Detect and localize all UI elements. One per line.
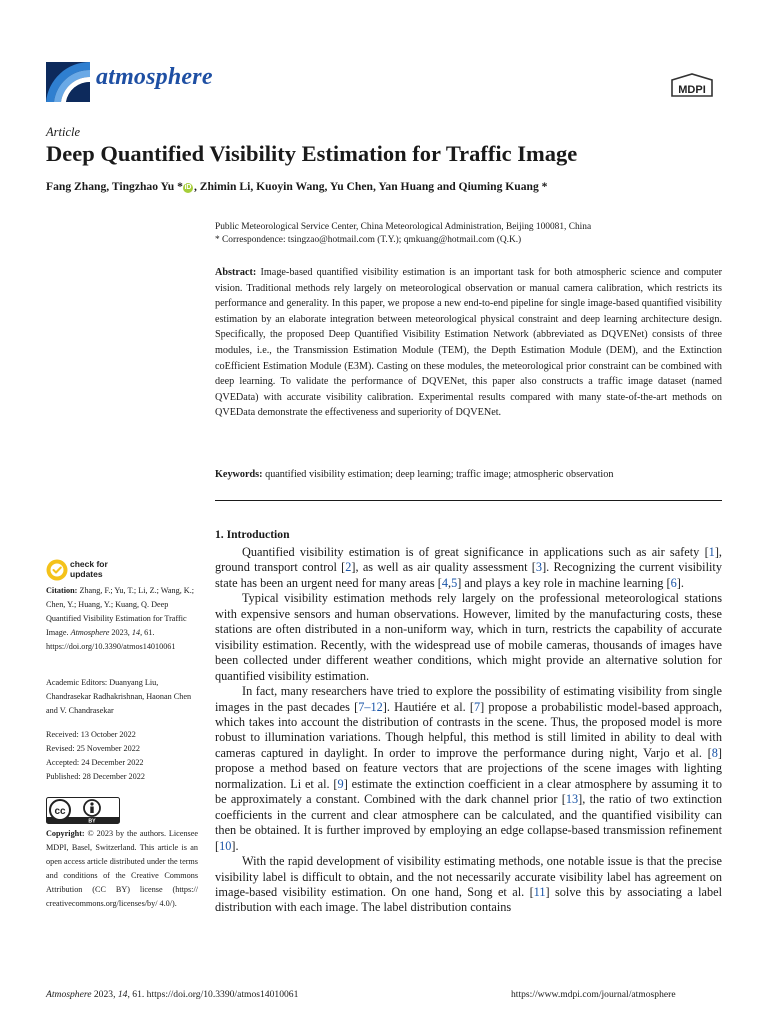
footer-volume: 14 — [117, 989, 128, 1000]
journal-logo-icon — [46, 62, 90, 102]
text-run: ], the ratio of two extinction coefficients in the current and clear atmosphere can be calculated, and the quantified visibility can then be obtained. It is further improved by employing an edge collapse-based transmission refinement [ — [215, 792, 722, 853]
citation-link[interactable]: 7 — [473, 699, 481, 714]
citation-link[interactable]: 5 — [451, 575, 458, 590]
copyright-notice — [46, 827, 198, 912]
text-run: ] solve this by associating a label distribution with each image. The label distribution contains — [215, 884, 722, 915]
check-for-updates-label — [70, 560, 108, 579]
abstract — [215, 265, 722, 421]
citation-link[interactable]: 4 — [441, 575, 448, 590]
text-run: , — [447, 575, 452, 590]
text-run: ] propose a method based on feature vectors that are projections of the scene images with lighting normalization. Li et al. [ — [215, 745, 722, 791]
affiliation: Public Meteorological Service Center, China Meteorological Administration, Beijing 100081, China — [215, 222, 592, 232]
academic-editors: Academic Editors: Duanyang Liu, Chandrasekar Radhakrishnan, Haonan Chen and V. Chandrasekar — [46, 678, 192, 716]
keywords — [215, 467, 722, 483]
footer-pages: , 61. https://doi.org/10.3390/atmos14010061 — [127, 989, 299, 1000]
text-run: Quantified visibility estimation is of great significance in applications such as air safety [ — [242, 545, 709, 559]
journal-name: atmosphere — [96, 64, 213, 90]
citation-link[interactable]: 3 — [535, 560, 543, 575]
citation-link[interactable]: 6 — [670, 575, 677, 590]
text-run: ] and plays a key role in machine learning [ — [457, 575, 671, 590]
text-run: ]. — [676, 575, 684, 590]
text-run: ], ground transport control [ — [215, 545, 722, 575]
citation-link[interactable]: 10 — [219, 838, 232, 853]
authors-rest: , Zhimin Li, Kuoyin Wang, Yu Chen, Yan Huang and Qiuming Kuang * — [193, 180, 548, 193]
keywords-text: quantified visibility estimation; deep learning; traffic image; atmospheric observation — [262, 469, 614, 480]
citation-link[interactable]: 9 — [337, 776, 344, 791]
cc-by-label: BY — [88, 818, 96, 824]
check-line-1: check for — [70, 559, 108, 569]
paragraph-1 — [215, 545, 722, 591]
footer-journal: Atmosphere — [46, 989, 92, 1000]
text-run: ]. Recognizing the current visibility state has been an urgent need for many areas [ — [215, 560, 722, 590]
date-received: Received: 13 October 2022 — [46, 730, 136, 739]
check-for-updates-icon — [46, 559, 68, 581]
citation-link[interactable]: 7–12 — [358, 699, 383, 714]
text-run: ]. Hautiére et al. [ — [382, 699, 474, 714]
citation-pages: , 61. — [140, 628, 155, 638]
citation-block — [46, 584, 198, 654]
keywords-label: Keywords: — [215, 469, 263, 480]
authors-first: Fang Zhang, Tingzhao Yu * — [46, 180, 183, 193]
check-for-updates-button[interactable] — [46, 558, 166, 582]
citation-journal: Atmosphere — [70, 628, 110, 638]
text-run: ]. — [231, 838, 239, 853]
abstract-label: Abstract: — [215, 267, 257, 278]
paragraph-4 — [215, 854, 722, 916]
citation-link[interactable]: 11 — [533, 884, 546, 899]
citation-text: Zhang, F.; Yu, T.; Li, Z.; Wang, K.; Chen, Y.; Huang, Y.; Kuang, Q. Deep Quantified Visibility Estimation for Traffic Image. — [46, 586, 195, 638]
footer-citation — [46, 989, 298, 1000]
citation-link[interactable]: 13 — [565, 792, 579, 807]
paragraph-3 — [215, 684, 722, 854]
mdpi-logo-text: MDPI — [678, 84, 706, 96]
text-run: ], as well as air quality assessment [ — [351, 560, 536, 575]
copyright-text: © 2023 by the authors. Licensee MDPI, Basel, Switzerland. This article is an open access article distributed under the terms and conditions of the Creative Commons Attribution (CC BY) license (https:// creativecommons.org/licenses/by/ 4.0/). — [46, 829, 198, 909]
check-line-2: updates — [70, 568, 103, 579]
svg-text:cc: cc — [54, 806, 66, 817]
mdpi-logo-icon[interactable] — [666, 72, 718, 98]
author-list — [46, 180, 726, 193]
article-title: Deep Quantified Visibility Estimation for Traffic Image — [46, 141, 578, 166]
footer-year: 2023, — [91, 989, 118, 1000]
correspondence: * Correspondence: tsingzao@hotmail.com (T.Y.); qmkuang@hotmail.com (Q.K.) — [215, 235, 522, 245]
text-run: In fact, many researchers have tried to explore the possibility of estimating visibility from single images in the past decades [ — [215, 684, 722, 714]
citation-link[interactable]: 2 — [345, 560, 352, 575]
cc-by-license-icon[interactable] — [46, 797, 120, 824]
text-run: ] propose a probabilistic model-based approach, which takes into account the distribution of contrasts in the scene. Thus, the proposed model is more robust to illumination variations. Though helpful, this method is still limited in ability to deal with cameras captured in daylight. In order to improve the performance during night, Varjo et al. [ — [215, 699, 723, 760]
date-revised: Revised: 25 November 2022 — [46, 744, 140, 754]
orcid-icon[interactable]: iD — [184, 184, 192, 191]
citation-label: Citation: — [46, 586, 78, 595]
citation-volume: 14 — [131, 628, 141, 638]
copyright-label: Copyright: — [46, 829, 85, 838]
paragraph-2: Typical visibility estimation methods rely largely on the professional meteorological stations with expensive sensors and human observations. However, limited by the manufacturing costs, these stations are often distributed in a non-uniform way, which in turn, restricts the capability of accurate visibility estimation. Recently, with the widespread use of mobile cameras, thousands of images have been collected under different weather conditions, which might provide an alternative solution for quantified visibility estimation. — [215, 591, 722, 683]
date-accepted: Accepted: 24 December 2022 — [46, 758, 144, 768]
abstract-text: Image-based quantified visibility estimation is an important task for both atmospheric science and computer vision. Traditional methods rely largely on meteorological observation or manual camera calibration, which restricts its performance and generality. In this paper, we propose a new end-to-end pipeline for single image-based quantified visibility estimation by an elaborate integration between meteorological physical constraint and deep learning architecture design. Specifically, the proposed Deep Quantified Visibility Estimation Network (abbreviated as DQVENet) consists of three modules, i.e., the Transmission Estimation Module (TEM), the Depth Estimation Module (DEM), and the Extinction coEfficient Estimation Module (E3M). Casting on these modules, the meteorological prior constraint can be combined with deep learning. To validate the performance of DQVENet, this paper also constructs a traffic image dataset (named QVEData) with accurate visibility calibration. Experimental results compared with many state-of-the-art methods on QVEData demonstrate the effectiveness and superiority of DQVENet. — [215, 267, 722, 419]
date-published: Published: 28 December 2022 — [46, 772, 145, 782]
citation-link[interactable]: 1 — [708, 545, 715, 559]
introduction-body — [215, 545, 722, 916]
text-run: With the rapid development of visibility estimating methods, one notable issue is that the precise visibility label is difficult to obtain, and the not necessarily accurate visibility label has agreement on image-based visibility estimation. On one hand, Song et al. [ — [215, 854, 722, 899]
publication-dates — [46, 728, 198, 784]
text-run: ] estimate the extinction coefficient in a clear atmosphere by assuming it to be approximately a constant. Combined with the dark channel prior [ — [215, 776, 722, 807]
citation-link[interactable]: 8 — [711, 745, 718, 760]
section-heading-introduction: 1. Introduction — [215, 528, 290, 541]
journal-url-link[interactable]: https://www.mdpi.com/journal/atmosphere — [511, 989, 676, 1000]
citation-doi-link[interactable]: https://doi.org/10.3390/atmos14010061 — [46, 642, 176, 652]
article-type: Article — [46, 125, 81, 139]
citation-year: 2023, — [109, 628, 132, 638]
section-divider — [215, 500, 722, 501]
